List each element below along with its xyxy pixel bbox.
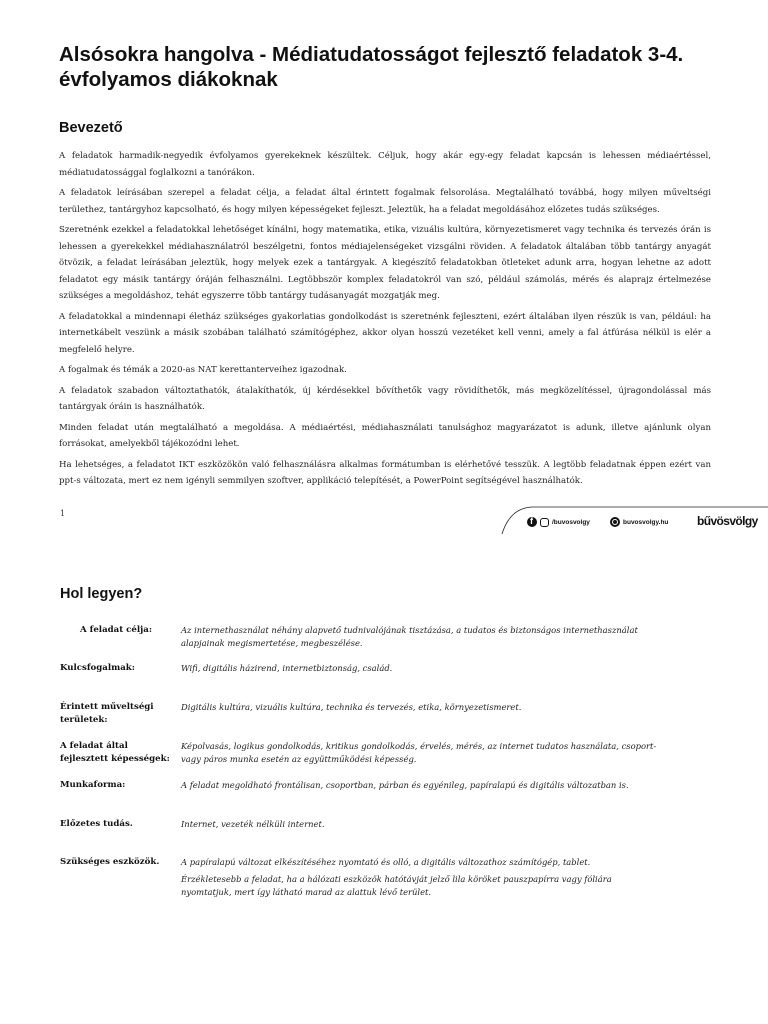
intro-paragraph: Szeretnénk ezekkel a feladatokkal lehetőséget kínálni, hogy matematika, etika, vizuális kultúra, környezetismeret vagy technika és tervezés órán is lehessen a gyerekekkel médiahasználatról beszélgetni, fontos médiajelenségeket vizsgálni röviden. A feladatok általában több tantárgy anyagát ötvözik, a feladat leírásában jeleztük, hogy melyek ezek a tantárgyak. A kiegészítő feladatokban ötleteket adunk arra, hogyan lehetne az adott feladatot egy másik tantárgy óráján felhasználni. Legtöbbször komplex feladatokról van szó, például számolás, mérés és alaprajz értelmezése szükséges a megoldáshoz, tehát egyszerre több tantárgy tudásanyagát mozgatják meg. (59, 225, 711, 301)
detail-label: Érintett műveltségi területek: (60, 702, 154, 725)
detail-value-text: Internet, vezeték nélküli internet. (181, 819, 325, 829)
detail-value-text: Az internethasználat néhány alapvető tudnivalójának tisztázása, a tudatos és biztonságos internethasználat alapjainak megismertetése, megbeszélése. (181, 625, 638, 648)
intro-paragraph: Minden feladat után megtalálható a megoldása. A médiaértési, médiahasználati tanulsághoz magyarázatot is adunk, illetve ajánlunk olyan forrásokat, amelyekből tájékozódni lehet. (59, 422, 711, 449)
detail-value-text: Képolvasás, logikus gondolkodás, kritikus gondolkodás, érvelés, mérés, az internet tudatos használata, csoport- vagy páros munka esetén az együttműködési képesség. (181, 741, 657, 764)
detail-value (181, 779, 661, 792)
detail-label: A feladat által fejlesztett képességek: (60, 741, 170, 764)
detail-value-text: Wifi, digitális házirend, internetbiztonság, család. (181, 663, 393, 673)
facebook-icon[interactable] (527, 517, 537, 527)
globe-icon (610, 517, 620, 527)
intro-paragraph: A feladatok harmadik-negyedik évfolyamos gyerekeknek készültek. Céljuk, hogy akár egy-egy feladat kapcsán is lehessen médiaértéssel, médiatudatossággal foglalkozni a tanórákon. (59, 151, 711, 178)
detail-value (181, 701, 661, 714)
detail-value (181, 818, 661, 831)
intro-heading: Bevezető (59, 120, 123, 136)
detail-value-text: Érzékletesebb a feladat, ha a hálózati eszközök hatótávját jelző lila köröket pauszpapírra vagy fóliára nyomtatjuk, mert így látható marad az alattuk lévő terület. (181, 874, 612, 897)
detail-value-text: Digitális kultúra, vizuális kultúra, technika és tervezés, etika, környezetismeret. (181, 702, 522, 712)
intro-paragraph: A feladatokkal a mindennapi életház szükséges gyakorlatias gondolkodást is szeretnénk fejleszteni, ezért általában ilyen részük is van, például: ha internetkábelt veszünk a másik szobában található számítógéphez, akkor olyan hosszú vezetéket kell venni, amely a fal átfúrása nélkül is elér a megfelelő helyre. (59, 311, 711, 355)
website-link[interactable] (610, 517, 668, 527)
detail-value-text: A papíralapú változat elkészítéséhez nyomtató és olló, a digitális változathoz számítógép, tablet. (181, 857, 591, 867)
detail-value (181, 740, 661, 766)
intro-paragraph: A feladatok leírásában szerepel a feladat célja, a feladat által érintett fogalmak felsorolása. Megtalálható továbbá, hogy milyen műveltségi területhez, tantárgyhoz kapcsolható, és hogy milyen képességeket fejleszt. Jeleztük, ha a feladat megoldásához előzetes tudás szükséges. (59, 188, 711, 215)
social-links[interactable] (527, 517, 590, 527)
intro-paragraph: A feladatok szabadon változtathatók, átalakíthatók, új kérdésekkel bővíthetők vagy rövidíthetők, más megközelítéssel, újragondolással más tantárgyak óráin is használhatók. (59, 385, 711, 412)
detail-label: Munkaforma: (60, 780, 126, 790)
social-handle[interactable]: /buvosvolgy (552, 518, 590, 526)
detail-value (181, 662, 661, 675)
page-number: 1 (60, 509, 66, 518)
details-heading: Hol legyen? (60, 586, 143, 602)
detail-value (181, 856, 661, 899)
detail-value-text: A feladat megoldható frontálisan, csoportban, párban és egyénileg, papíralapú és digitális változatban is. (181, 780, 629, 790)
page-title: Alsósokra hangolva - Médiatudatosságot fejlesztő feladatok 3-4. évfolyamos diákoknak (59, 43, 684, 91)
instagram-icon[interactable] (540, 518, 549, 527)
detail-label: Szükséges eszközök. (60, 857, 160, 867)
detail-value (181, 624, 661, 650)
website-url[interactable]: buvosvolgy.hu (623, 518, 669, 526)
detail-label: Kulcsfogalmak: (60, 663, 135, 673)
detail-label: A feladat célja: (79, 625, 152, 635)
brand-logo: bűvösvölgy (697, 514, 758, 528)
intro-paragraph: A fogalmak és témák a 2020-as NAT kerettanterveihez igazodnak. (59, 365, 347, 375)
intro-paragraph: Ha lehetséges, a feladatot IKT eszközökön való felhasználásra alkalmas formátumban is elérhetővé tesszük. A legtöbb feladatnak éppen ezért van ppt-s változata, mert ez nem igényli semmilyen szoftver, applikáció telepítését, a PowerPoint segítségével használhatók. (59, 459, 711, 486)
detail-label: Előzetes tudás. (60, 819, 133, 829)
intro-body (59, 148, 711, 494)
